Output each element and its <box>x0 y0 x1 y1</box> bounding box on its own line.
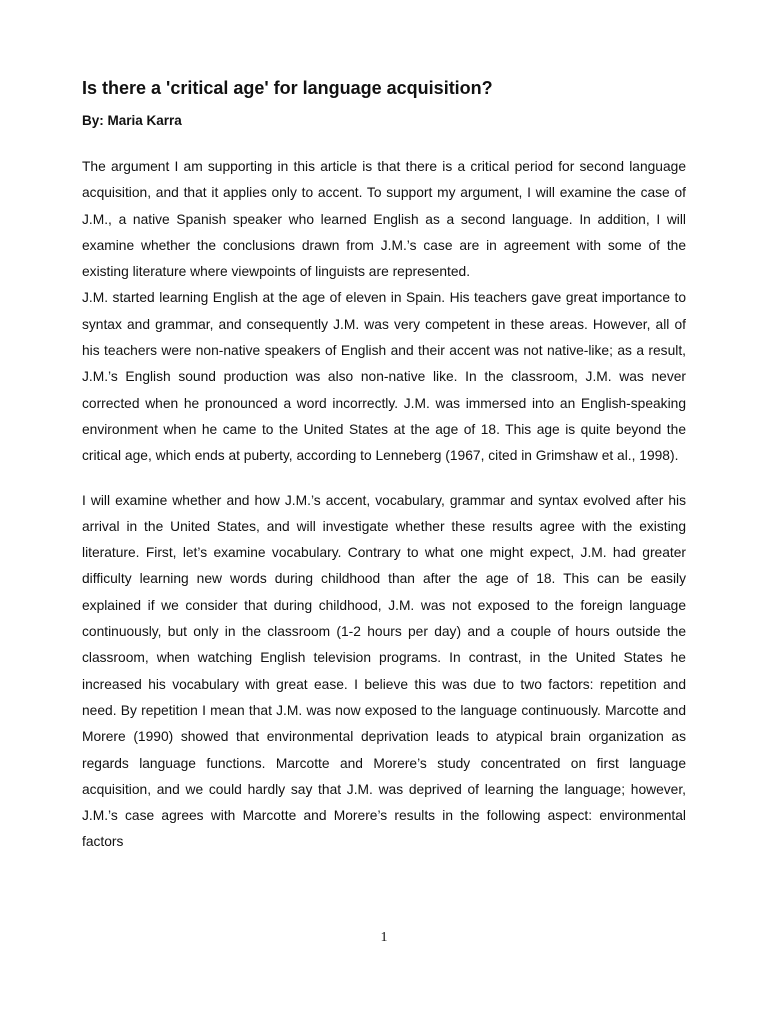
paragraph-intro: The argument I am supporting in this article is that there is a critical period for second language acquisition, and that it applies only to accent. To support my argument, I will examine the case of J.M., a native Spanish speaker who learned English as a second language. In addition, I will examine whether the conclusions drawn from J.M.’s case are in agreement with some of the existing literature where viewpoints of linguists are represented. <box>82 159 686 280</box>
body-text <box>82 154 686 856</box>
paragraph-background: J.M. started learning English at the age of eleven in Spain. His teachers gave great importance to syntax and grammar, and consequently J.M. was very competent in these areas. However, all of his teachers were non-native speakers of English and their accent was not native-like; as a result, J.M.’s English sound production was also non-native like. In the classroom, J.M. was never corrected when he pronounced a word incorrectly. J.M. was immersed into an English-speaking environment when he came to the United States at the age of 18. This age is quite beyond the critical age, which ends at puberty, according to Lenneberg (1967, cited in Grimshaw et al., 1998). <box>82 290 686 464</box>
paragraph-analysis: I will examine whether and how J.M.’s accent, vocabulary, grammar and syntax evolved after his arrival in the United States, and will investigate whether these results agree with the existing literature. First, let’s examine vocabulary. Contrary to what one might expect, J.M. had greater difficulty learning new words during childhood than after the age of 18. This can be easily explained if we consider that during childhood, J.M. was not exposed to the foreign language continuously, but only in the classroom (1-2 hours per day) and a couple of hours outside the classroom, when watching English television programs. In contrast, in the United States he increased his vocabulary with great ease. I believe this was due to two factors: repetition and need. By repetition I mean that J.M. was now exposed to the language continuously. Marcotte and Morere (1990) showed that environmental deprivation leads to atypical brain organization as regards language functions. Marcotte and Morere’s study concentrated on first language acquisition, and we could hardly say that J.M. was deprived of learning the language; however, J.M.’s case agrees with Marcotte and Morere’s results in the following aspect: environmental factors <box>82 492 686 850</box>
document-title: Is there a 'critical age' for language acquisition? <box>82 78 493 98</box>
page-number: 1 <box>380 930 388 945</box>
author-byline: By: Maria Karra <box>82 113 182 128</box>
document-content <box>82 76 686 856</box>
